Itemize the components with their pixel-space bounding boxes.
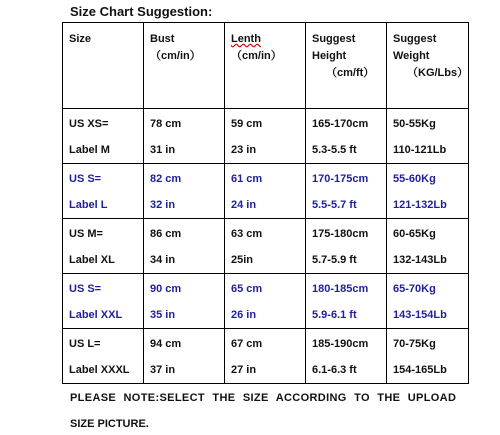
weight-cell: 70-75Kg 154-165Lb [387, 329, 469, 384]
header-length: Lenth （cm/in） [225, 23, 306, 109]
header-bust: Bust （cm/in） [144, 23, 225, 109]
chart-title: Size Chart Suggestion: [70, 4, 213, 19]
table-row [63, 109, 469, 164]
height-cell: 175-180cm 5.7-5.9 ft [306, 219, 387, 274]
bust-cell: 86 cm 34 in [144, 219, 225, 274]
size-cell: US L= Label XXXL [63, 329, 144, 384]
header-row [63, 23, 469, 109]
bust-cell: 90 cm 35 in [144, 274, 225, 329]
size-cell: US XS= Label M [63, 109, 144, 164]
header-weight: Suggest Weight （KG/Lbs） [387, 23, 469, 109]
weight-cell: 60-65Kg 132-143Lb [387, 219, 469, 274]
length-cell: 67 cm 27 in [225, 329, 306, 384]
size-cell: US M= Label XL [63, 219, 144, 274]
header-size: Size [63, 23, 144, 109]
table-row [63, 274, 469, 329]
header-height: Suggest Height （cm/ft） [306, 23, 387, 109]
size-chart-table [62, 22, 469, 384]
length-cell: 63 cm 25in [225, 219, 306, 274]
height-cell: 170-175cm 5.5-5.7 ft [306, 164, 387, 219]
weight-cell: 50-55Kg 110-121Lb [387, 109, 469, 164]
length-cell: 59 cm 23 in [225, 109, 306, 164]
length-cell: 65 cm 26 in [225, 274, 306, 329]
bust-cell: 94 cm 37 in [144, 329, 225, 384]
bust-cell: 82 cm 32 in [144, 164, 225, 219]
size-note-line-2: SIZE PICTURE. [70, 418, 149, 430]
size-cell: US S= Label L [63, 164, 144, 219]
table-row [63, 219, 469, 274]
height-cell: 165-170cm 5.3-5.5 ft [306, 109, 387, 164]
height-cell: 185-190cm 6.1-6.3 ft [306, 329, 387, 384]
table-row [63, 164, 469, 219]
size-note-line-1: PLEASE NOTE:SELECT THE SIZE ACCORDING TO THE UPLOAD [70, 392, 457, 404]
length-cell: 61 cm 24 in [225, 164, 306, 219]
weight-cell: 55-60Kg 121-132Lb [387, 164, 469, 219]
size-cell: US S= Label XXL [63, 274, 144, 329]
height-cell: 180-185cm 5.9-6.1 ft [306, 274, 387, 329]
weight-cell: 65-70Kg 143-154Lb [387, 274, 469, 329]
bust-cell: 78 cm 31 in [144, 109, 225, 164]
table-row [63, 329, 469, 384]
